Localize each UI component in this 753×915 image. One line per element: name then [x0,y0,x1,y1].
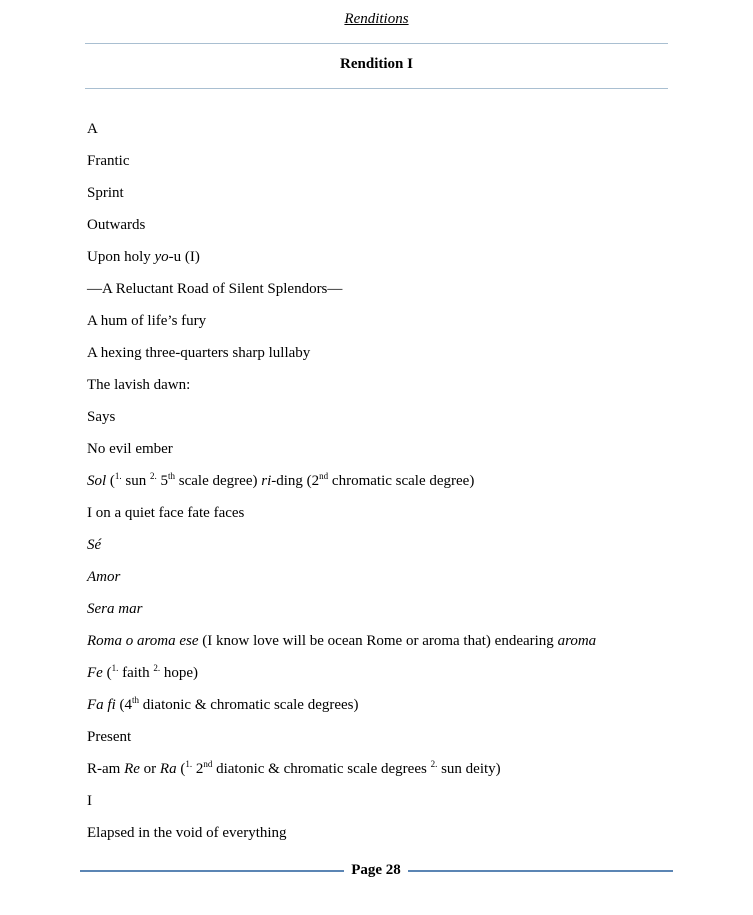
running-header: Renditions [344,11,409,27]
superscript: th [132,695,140,705]
poem-line [87,600,596,632]
poem-line [87,280,596,312]
page-number: Page 28 [351,862,401,878]
poem-body [87,120,596,856]
poem-line [87,376,596,408]
line-text: sun [121,473,151,489]
italic-text: aroma [557,633,597,649]
line-text: Present [87,729,132,745]
line-text: (4 [115,697,132,713]
line-text: —A Reluctant Road of Silent Splendors— [87,281,343,297]
poem-line [87,696,596,728]
poem-line [87,504,596,536]
line-text: Upon holy [87,249,155,265]
line-text: 2 [192,761,204,777]
line-text: Frantic [87,153,130,169]
line-text: 5 [156,473,169,489]
line-text: No evil ember [87,441,173,457]
line-text: chromatic scale degree) [328,473,475,489]
poem-line [87,824,596,856]
italic-text: Sera mar [87,601,143,617]
poem-line [87,760,596,792]
line-text: faith [118,665,154,681]
italic-text: Roma o aroma ese [87,633,199,649]
poem-line [87,408,596,440]
italic-text: Fa fi [87,697,116,713]
poem-line [87,568,596,600]
line-text: The lavish dawn: [87,377,191,393]
poem-line [87,536,596,568]
superscript: 2. [150,471,157,481]
italic-text: Ra [159,761,177,777]
superscript: nd [319,471,329,481]
poem-line [87,184,596,216]
section-title: Rendition I [340,56,413,72]
line-text: R-am [87,761,125,777]
poem-line [87,216,596,248]
italic-text: ri [261,473,272,489]
line-text: diatonic & chromatic scale degrees [212,761,431,777]
line-text: ( [176,761,186,777]
poem-line [87,120,596,152]
poem-line [87,728,596,760]
poem-line [87,152,596,184]
superscript: 1. [185,759,193,769]
poem-line [87,792,596,824]
line-text: diatonic & chromatic scale degrees) [139,697,359,713]
superscript: 2. [153,663,161,673]
italic-text: Sé [87,537,102,553]
italic-text: yo [154,249,169,265]
poem-line [87,664,596,696]
line-text: ( [106,473,115,489]
line-text: Sprint [87,185,124,201]
line-text: (I know love will be ocean Rome or aroma that) endearing [198,633,558,649]
poem-line [87,440,596,472]
line-text: I [87,793,92,809]
page-footer [80,862,673,882]
line-text: Outwards [87,217,146,233]
italic-text: Re [124,761,140,777]
footer-rule-right [408,870,673,872]
header-rule-top [85,43,668,44]
line-text: ( [102,665,112,681]
superscript: 2. [430,759,438,769]
superscript: 1. [114,471,122,481]
line-text: -u (I) [168,249,200,265]
line-text: or [139,761,160,777]
footer-rule-left [80,870,344,872]
line-text: Says [87,409,116,425]
superscript: th [168,471,176,481]
italic-text: Sol [87,473,107,489]
line-text: -ding (2 [271,473,320,489]
line-text: A [87,121,98,137]
line-text: A hum of life’s fury [87,313,207,329]
superscript: nd [203,759,213,769]
poem-line [87,248,596,280]
poem-line [87,632,596,664]
line-text: I on a quiet face fate faces [87,505,245,521]
poem-line [87,344,596,376]
italic-text: Amor [87,569,121,585]
italic-text: Fe [87,665,103,681]
superscript: 1. [111,663,119,673]
poem-line [87,472,596,504]
header-rule-bottom [85,88,668,89]
line-text: scale degree) [175,473,262,489]
line-text: sun deity) [437,761,501,777]
line-text: Elapsed in the void of everything [87,825,287,841]
line-text: hope) [160,665,198,681]
poem-line [87,312,596,344]
line-text: A hexing three-quarters sharp lullaby [87,345,311,361]
